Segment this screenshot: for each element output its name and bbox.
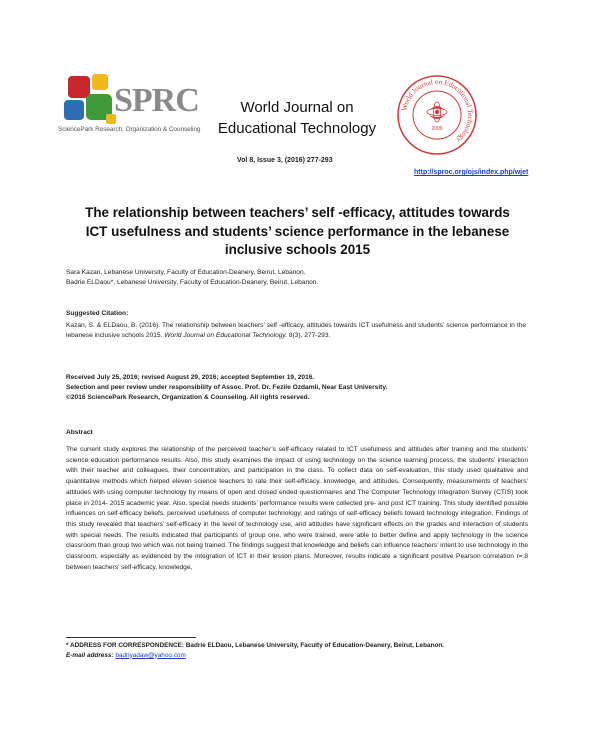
footnote-divider: [66, 637, 196, 638]
abstract-text: The current study explores the relationship of the perceived teacher’s self-efficacy related to ICT usefulness and attitudes after training and the students’ science education performance results. Also, this study examines the impact of using technology on the science learning process, the students’ interaction with their teacher and colleagues, their concentration, and participation in the class. To collect data on self-evaluation, this study used qualitative and quantitative methods which helped eleven science teachers to rate their self-efficacy, knowledge, and attitudes. Consequently, measurements of teachers’ attitudes with using computer technology by means of open and closed ended questionnaires and The Computer Technology Integration Survey (CTIS) took place in 2014- 2015 academic year. Also, special needs students’ performance results were collected pre- and post ICT training. This study identified possible influences on self-efficacy beliefs, perceived usefulness of computer technology, and ratings of self-efficacy beliefs toward technology integration. Findings of this study revealed that teachers’ self-efficacy in the level of technology use, and attitudes have significant effects on the grades and interaction of students with special needs. The results indicated that participants of group one, who were trained, were able to better define and apply technology in the science classroom than group two which was not being trained. The findings suggest that knowledge and beliefs can influence teachers’ intent to use technology in the classroom, especially as evidenced by the integration of ICT in their lesson plans. Moreover, results indicate a significant positive Pearson correlation r=.8 between teachers’ self-efficacy, knowledge,: [66, 446, 528, 571]
email-link[interactable]: badriyadaw@yahoo.com: [115, 651, 186, 659]
journal-name: [212, 97, 382, 139]
author-1: Sara Kazan, Lebanese University, Faculty of Education-Deanery, Beirut, Lebanon.: [66, 269, 306, 276]
publisher-logo-letters: SPRC: [114, 82, 199, 119]
citation-heading: Suggested Citation:: [66, 310, 129, 317]
author-list: [66, 268, 526, 288]
journal-name-line1: World Journal on: [240, 99, 354, 116]
copyright-note: ©2016 SciencePark Research, Organization & Counseling. All rights reserved.: [66, 394, 310, 401]
citation-body: Kazan, S. & ELDaou, B. (2016). The relationship between teachers’ self -efficacy, attitudes towards ICT usefulness and students’ science performance in the lebanese inclusive schools 2015.: [66, 322, 526, 339]
citation-volume: 8(3), 277-293.: [288, 332, 331, 339]
peer-review-note: Selection and peer review under responsibility of Assoc. Prof. Dr. Fezile Ozdamli, Near East University.: [66, 384, 388, 391]
citation-journal: World Journal on Educational Technology: [164, 332, 286, 339]
volume-issue: Vol 8, Issue 3, (2016) 277-293: [237, 157, 333, 164]
journal-url-link[interactable]: http://sproc.org/ojs/index.php/wjet: [414, 169, 529, 176]
citation-text: Kazan, S. & ELDaou, B. (2016). The relationship between teachers’ self -efficacy, attitudes towards ICT usefulness and students’ science performance in the lebanese inclusive schools 2015. World Journal on Educational Technology. 8(3), 277-293.: [66, 322, 526, 339]
correspondence-address: * ADDRESS FOR CORRESPONDENCE: Badrie ELDaou, Lebanese University, Faculty of Education-Deanery, Beirut, Lebanon.: [66, 642, 445, 649]
publisher-logo-tagline: SciencePark Research, Organization & Counseling: [58, 126, 201, 133]
publisher-logo: [58, 70, 201, 140]
email-label: E-mail address:: [66, 651, 114, 659]
journal-name-line2: Educational Technology: [217, 120, 377, 137]
author-2: Badrie ELDaou*, Lebanese University, Faculty of Education-Deanery, Beirut, Lebanon.: [66, 279, 319, 286]
footnote: [66, 641, 528, 660]
seal-ring-text: World Journal on Educational Technology: [400, 77, 475, 145]
article-history: [66, 373, 526, 403]
journal-seal-icon: [396, 74, 478, 156]
paper-title: [66, 204, 529, 260]
seal-year: 2009: [431, 126, 443, 132]
paper-title-line3: inclusive schools 2015: [224, 242, 371, 257]
paper-title-line1: The relationship between teachers’ self -efficacy, attitudes towards: [85, 205, 510, 220]
received-dates: Received July 25, 2016; revised August 29, 2016; accepted September 19, 2016.: [66, 374, 315, 381]
abstract-heading: Abstract: [66, 429, 93, 436]
paper-title-line2: ICT usefulness and students’ science performance in the lebanese: [85, 223, 510, 239]
